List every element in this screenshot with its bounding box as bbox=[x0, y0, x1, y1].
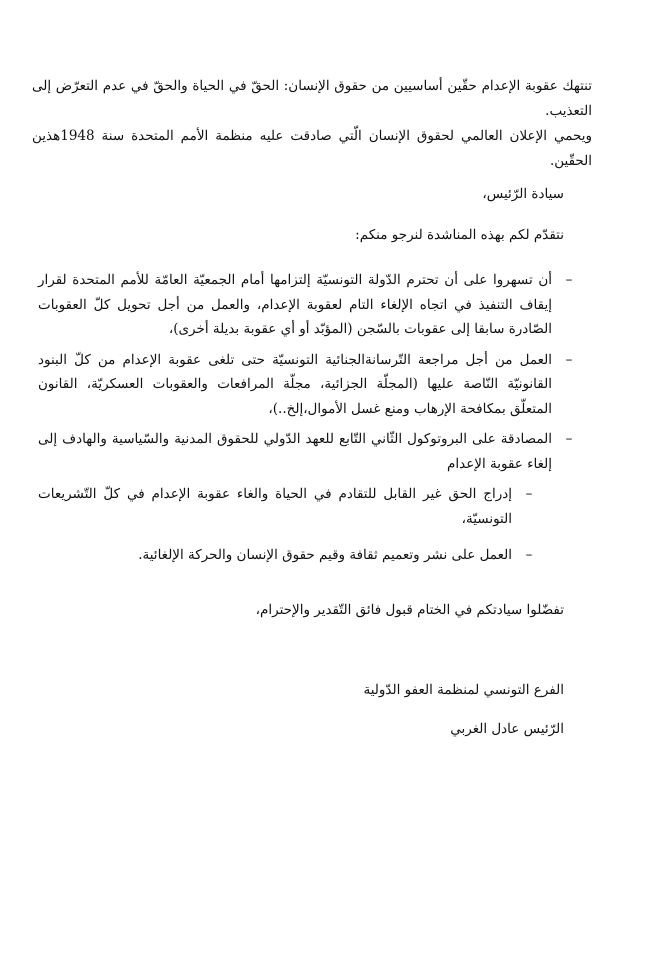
intro-line-2: ويحمي الإعلان العالمي لحقوق الإنسان الّتي صادقت عليه منظمة الأمم المتحدة سنة 1948هذين الحقّين. bbox=[32, 128, 592, 169]
bullet-dash: – bbox=[525, 486, 533, 502]
list-item-text: المصادقة على البروتوكول الثّاني التّابع للعهد الدّولي للحقوق المدنية والسّياسية والهادف إلى إلغاء عقوبة الإعدام bbox=[38, 431, 552, 472]
list-item bbox=[38, 268, 576, 342]
list-item-text: أن تسهروا على أن تحترم الدّولة التونسيّة إلتزامها أمام الجمعيّة العامّة للأمم المتحدة لقرار إيقاف التنفيذ في اتجاه الإلغاء التام لعقوبة الإعدام، والعمل من أجل تحويل كلّ العقوبات الصّادرة سابقا إلى عقوبات بالسّجن (المؤبّد أو أي عقوبة بديلة أخرى)، bbox=[38, 272, 552, 337]
list-item-text: العمل من أجل مراجعة التّرسانةالجنائية التونسيّة حتى تلغى عقوبة الإعدام من كلّ البنود القانونيّة النّاصة عليها (المجلّة الجزائية، مجلّة المرافعات والعقوبات العسكريّة، القانون المتعلّق بمكافحة الإرهاب ومنع غسل الأموال،إلخ..)، bbox=[38, 351, 552, 417]
demands-list bbox=[38, 268, 576, 580]
bullet-dash: – bbox=[565, 351, 573, 368]
lead-sentence: نتقدّم لكم بهذه المناشدة لنرجو منكم: bbox=[355, 227, 564, 243]
intro-paragraph bbox=[32, 74, 592, 174]
salutation: سيادة الرّئيس، bbox=[482, 186, 564, 202]
intro-line-1: تنتهك عقوبة الإعدام حقّين أساسيين من حقوق الإنسان: الحقّ في الحياة والحقّ في عدم التعرّض إلى التعذيب. bbox=[32, 78, 592, 119]
bullet-dash: – bbox=[565, 272, 573, 288]
list-item bbox=[38, 427, 576, 476]
signature-president: الرّئيس عادل الغربي bbox=[450, 721, 564, 737]
bullet-dash: – bbox=[565, 431, 573, 447]
list-item bbox=[38, 348, 576, 422]
bullet-dash: – bbox=[525, 547, 533, 563]
list-item-text: إدراج الحق غير القابل للتقادم في الحياة والغاء عقوبة الإعدام في كلّ التّشريعات التونسيّة، bbox=[38, 486, 512, 527]
list-item-text: العمل على نشر وتعميم ثقافة وقيم حقوق الإنسان والحركة الإلغائية. bbox=[138, 547, 512, 563]
signature-organization: الفرع التونسي لمنظمة العفو الدّولية bbox=[363, 682, 564, 698]
list-item bbox=[38, 482, 536, 531]
list-item bbox=[38, 543, 536, 568]
closing-line: تفضّلوا سيادتكم في الختام قبول فائق التّقدير والإحترام، bbox=[255, 602, 564, 618]
